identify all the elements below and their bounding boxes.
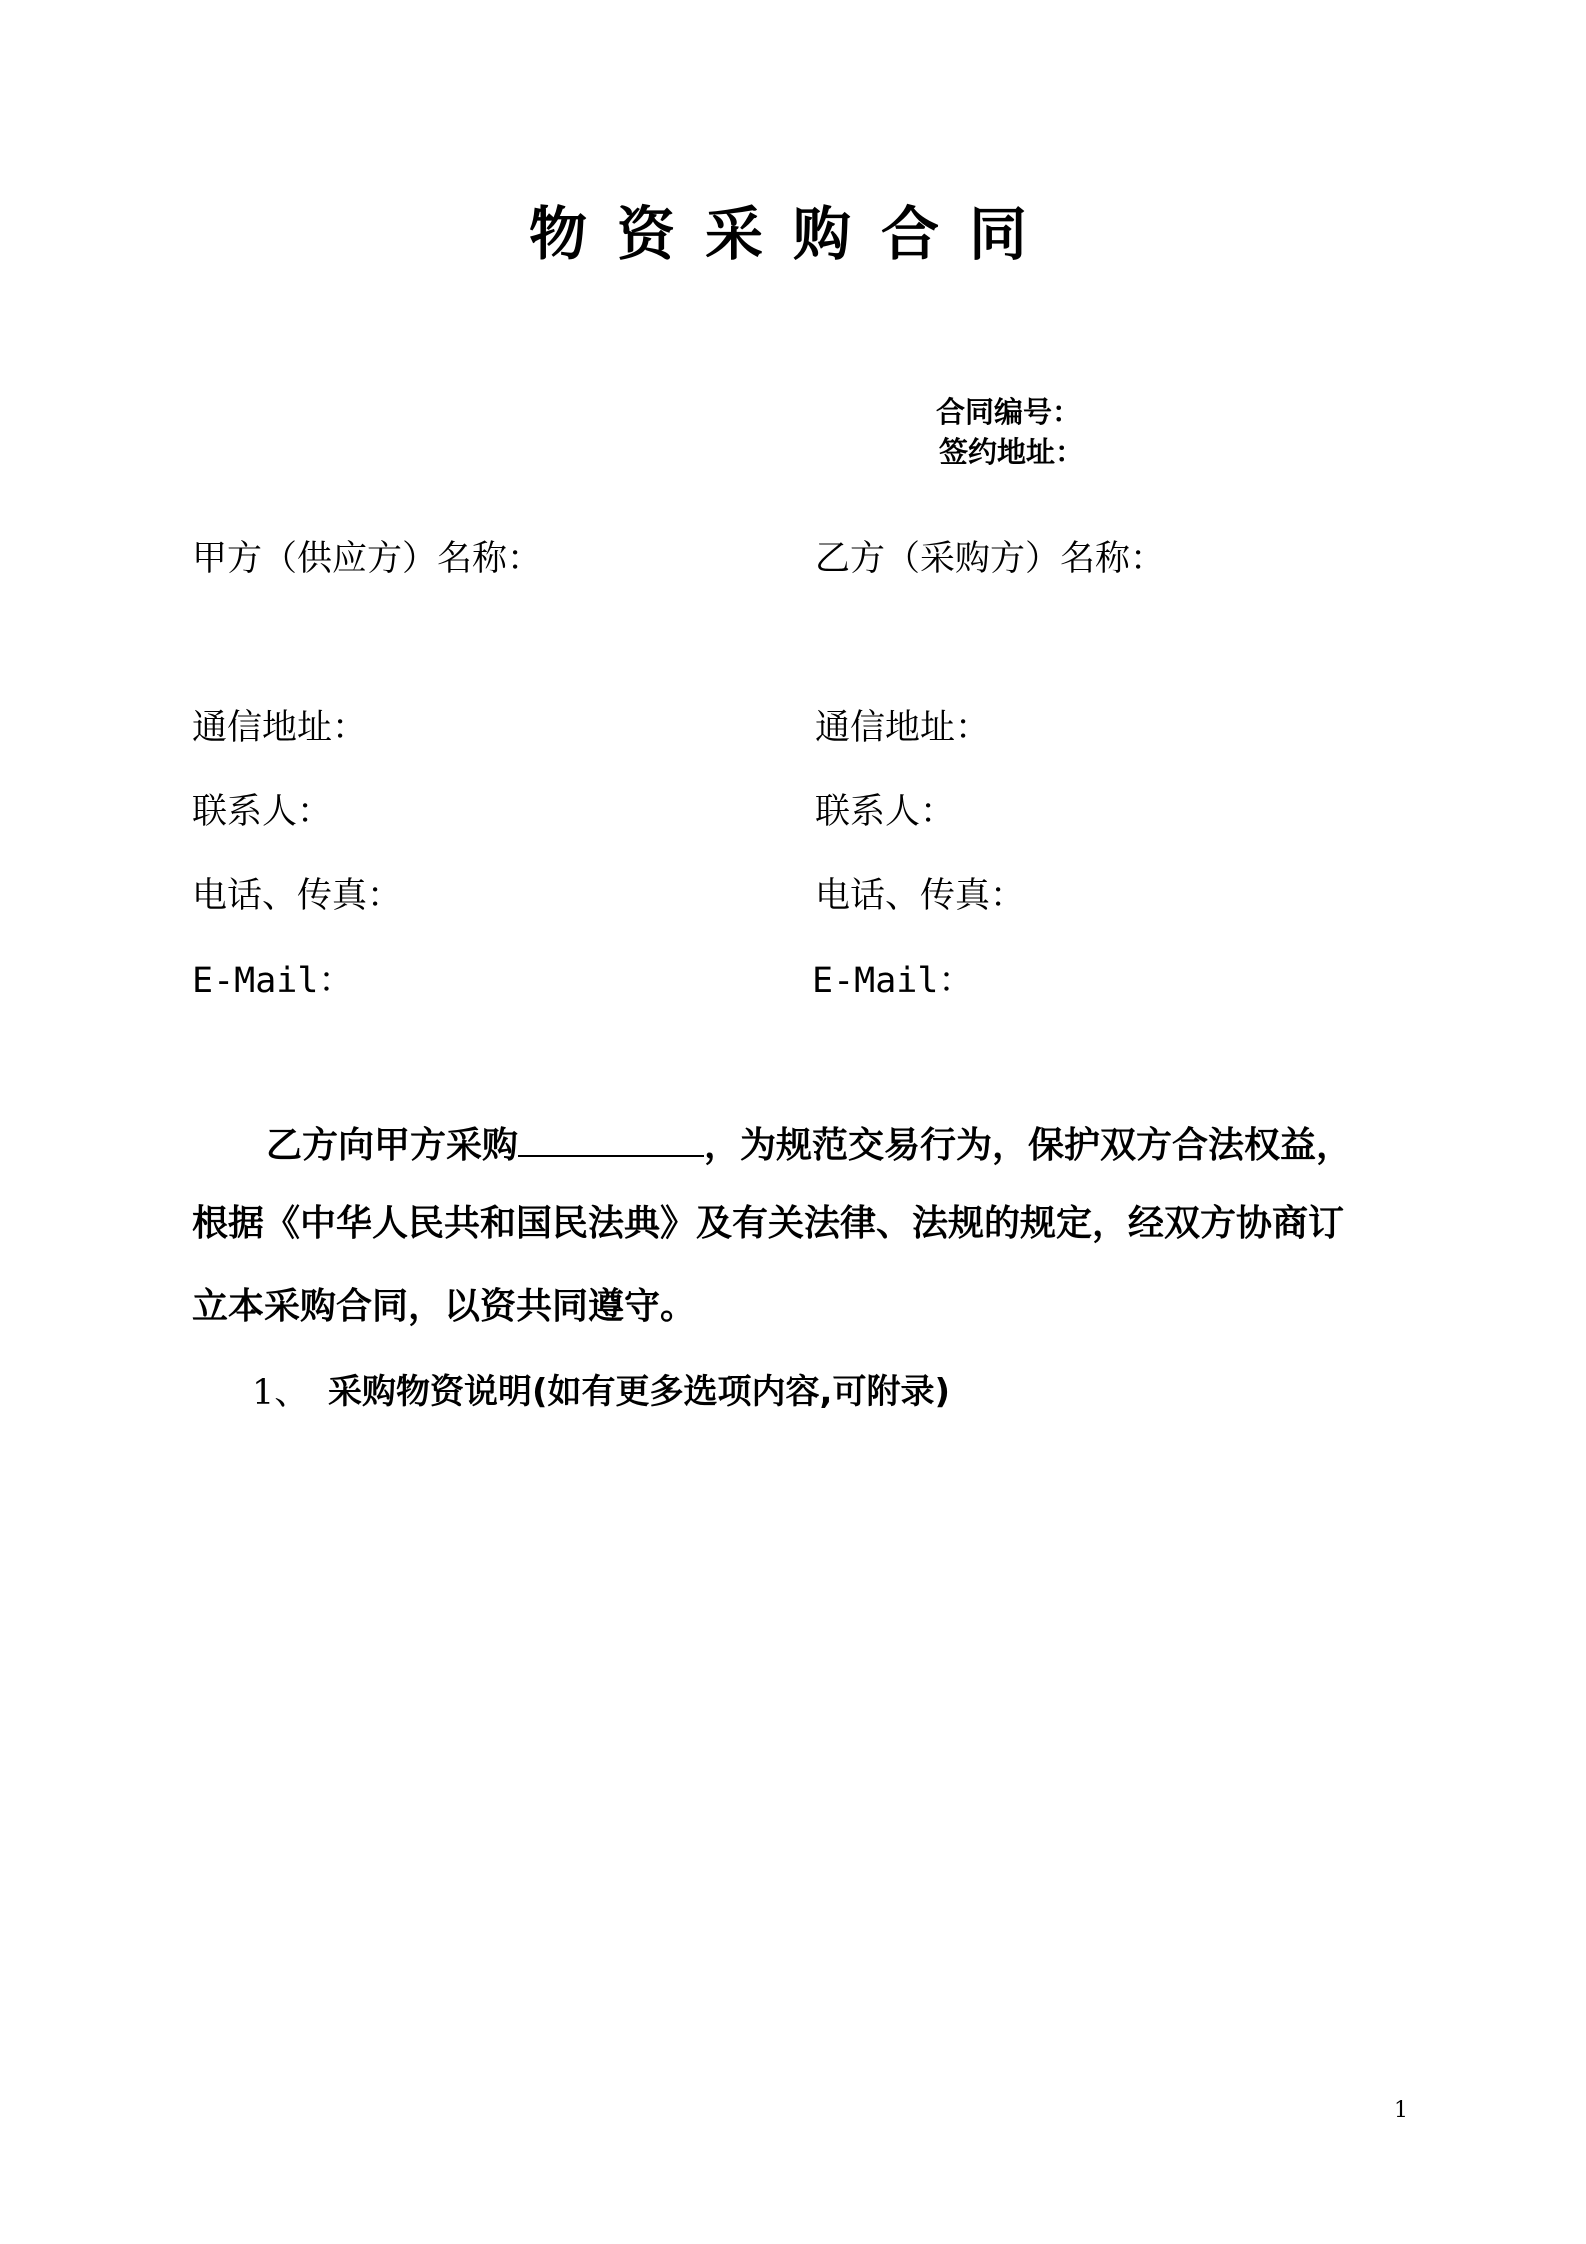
party-b-address-label: 通信地址： xyxy=(815,708,991,748)
preamble-line-3: 立本采购合同，以资共同遵守。 xyxy=(192,1286,697,1327)
purchase-item-blank[interactable] xyxy=(518,1117,704,1157)
party-a-address-label: 通信地址： xyxy=(192,708,368,748)
signing-location-label: 签约地址： xyxy=(939,435,1085,469)
party-b-email-label: E-Mail： xyxy=(812,961,974,1001)
preamble-line-2: 根据《中华人民共和国民法典》及有关法律、法规的规定，经双方协商订 xyxy=(192,1203,1345,1244)
party-a-phone-label: 电话、传真： xyxy=(192,876,403,916)
section-1-heading: 采购物资说明(如有更多选项内容,可附录) xyxy=(328,1372,950,1412)
preamble-text-after-blank: ，为规范交易行为，保护双方合法权益， xyxy=(704,1125,1353,1166)
party-a-name-label: 甲方（供应方）名称： xyxy=(192,539,543,579)
page-number: 1 xyxy=(1394,2098,1408,2123)
party-b-phone-label: 电话、传真： xyxy=(815,876,1026,916)
party-b-contact-label: 联系人： xyxy=(815,792,956,832)
document-title: 物资采购合同 xyxy=(528,200,1057,268)
contract-number-label: 合同编号： xyxy=(936,395,1082,429)
section-1-number: 1、 xyxy=(252,1373,310,1413)
party-a-contact-label: 联系人： xyxy=(192,792,333,832)
preamble-line-1 xyxy=(266,1117,1352,1170)
party-b-name-label: 乙方（采购方）名称： xyxy=(815,539,1166,579)
preamble-text-before-blank: 乙方向甲方采购 xyxy=(266,1125,519,1166)
party-a-email-label: E-Mail： xyxy=(192,961,354,1001)
